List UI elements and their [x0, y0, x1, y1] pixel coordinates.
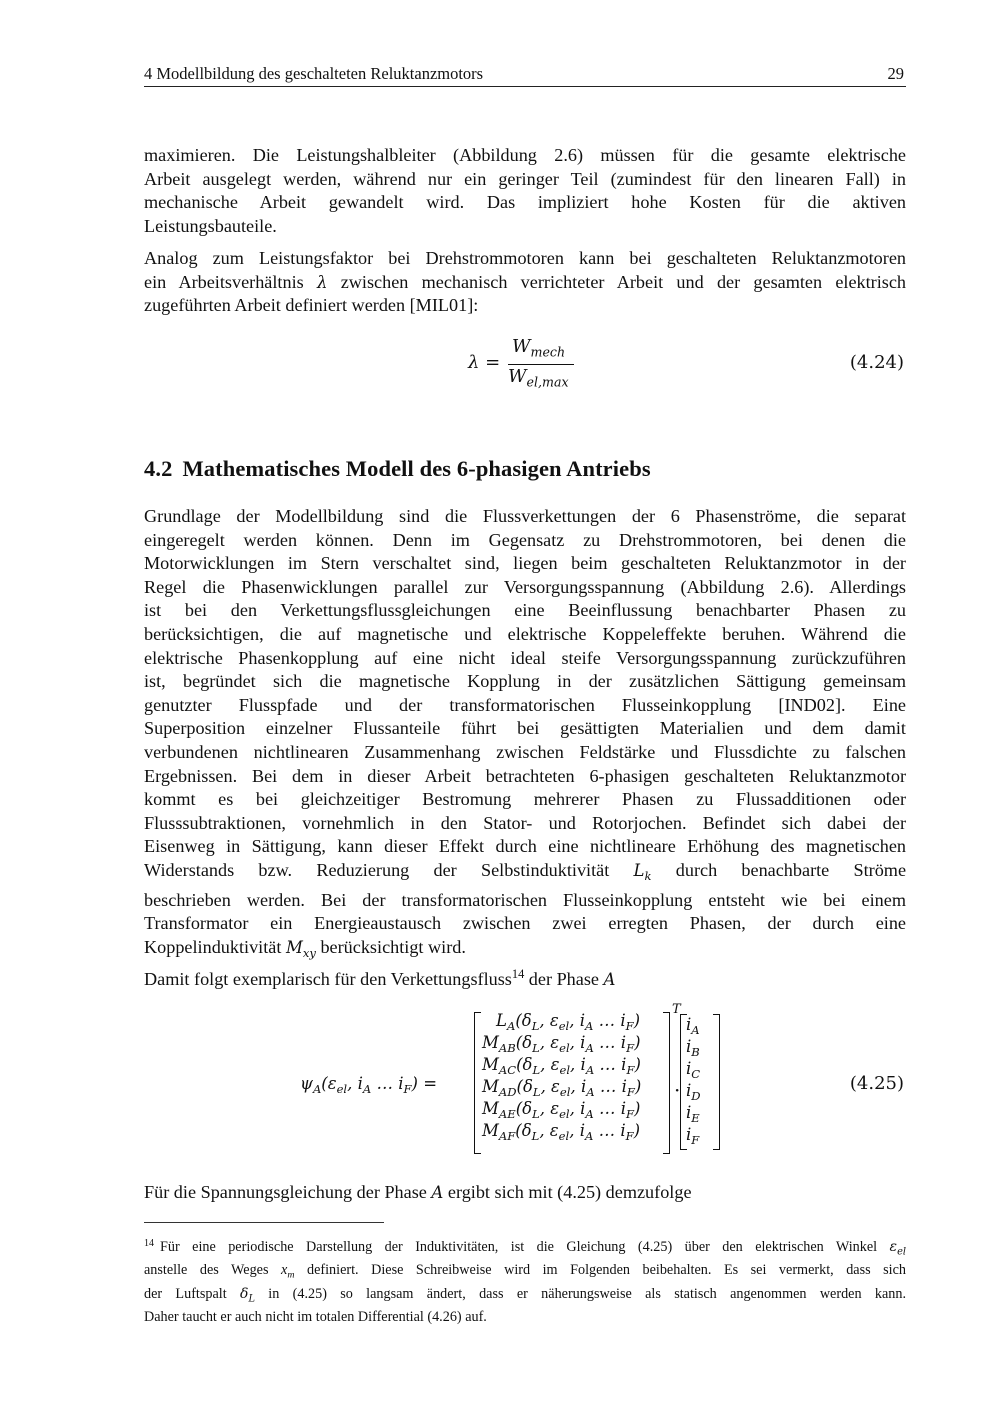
matrix-entry: $M_{AC}(\delta_L$, $\varepsilon_{el}$, $i_A$ … $i_F$) — [482, 1055, 641, 1078]
matrix-entry: $M_{AD}(\delta_L$, $\varepsilon_{el}$, $i_A$ … $i_F$) — [482, 1077, 642, 1100]
text-line: Widerstands bzw. Reduzierung der Selbstinduktivität $L_k$ durch benachbarte Ströme — [144, 859, 907, 883]
epsilon-symbol: $\varepsilon_{el}$ — [889, 1239, 906, 1258]
text-line: Daher taucht er auch nicht im totalen Differential (4.26) auf. — [144, 1309, 487, 1326]
text-line: Eisenweg in Sättigung, kann dieser Effekt durch eine nichtlineare Erhöhung des magnetischen — [144, 836, 906, 857]
matrix-entry: $L_A(\delta_L$, $\varepsilon_{el}$, $i_A$ … $i_F$) — [496, 1011, 641, 1034]
vector-entry: $i_D$ — [686, 1081, 701, 1104]
text-line: elektrische Phasenkopplung auf eine nicht ideal steife Versorgungsspannung zurückzuführen — [144, 647, 906, 668]
current-vector — [686, 1014, 718, 1146]
text-line: Motorwicklungen im Stern verschaltet sind, liegen beim geschalteten Reluktanzmotor in der — [144, 553, 906, 574]
text-line: ist, begründet sich die magnetische Kopplung in der zusätzlichen Sättigung gemeinsam — [144, 671, 906, 692]
transpose-mark: T — [672, 1002, 681, 1017]
coupling-inductance-symbol: $M_{xy}$ — [285, 937, 316, 960]
phase-symbol: A — [603, 969, 616, 989]
text-fragment: ein Arbeitsverhältnis — [144, 271, 304, 292]
paragraph-model — [144, 505, 906, 965]
footnote-separator — [144, 1222, 384, 1223]
equation-number: (4.25) — [849, 1073, 904, 1094]
text-line: Regel die Phasenwicklungen parallel zur Versorgungsspannung (Abbildung 2.6). Allerdings — [144, 576, 906, 597]
text-line: eingeregelt werden können. Denn im Gegensatz zu Drehstrommotoren, bei denen die — [144, 529, 906, 550]
equation-lhs: $\psi_A(\varepsilon_{el}$, $i_A$ … $i_F$) = — [300, 1074, 438, 1097]
text-line: Koppelinduktivität $M_{xy}$ berücksichtigt wird. — [144, 936, 466, 960]
text-line: anstelle des Weges $x_m$ definiert. Diese Schreibweise wird im Folgenden beibehalten. Es sei vermerkt, dass sich — [144, 1262, 906, 1281]
vector-entry: $i_E$ — [686, 1103, 700, 1126]
footnote — [144, 1234, 906, 1327]
paragraph-voltage — [144, 1181, 906, 1205]
text-line: verbundenen nichtlinearen Zusammenhang zwischen Feldstärke und Flussdichte zu falschen — [144, 741, 906, 762]
multiplication-dot: · — [674, 1078, 681, 1102]
paragraph-power-factor — [144, 247, 906, 318]
paragraph-flux-intro — [144, 963, 906, 991]
airgap-symbol: $\delta_L$ — [240, 1285, 255, 1305]
vector-entry: $i_C$ — [686, 1059, 701, 1082]
text-line: berücksichtigen, die auf magnetische und elektrische Koppeleffekte beruhen. Während die — [144, 623, 906, 644]
matrix-entry: $M_{AB}(\delta_L$, $\varepsilon_{el}$, $i_A$ … $i_F$) — [482, 1033, 641, 1056]
text-line: Grundlage der Modellbildung sind die Flussverkettungen der 6 Phasenströme, die separat — [144, 506, 906, 526]
text-line: der Luftspalt $\delta_L$ in (4.25) so langsam ändert, dass er näherungsweise als statisch angenommen werden kann. — [144, 1285, 907, 1305]
text-line: Arbeit ausgelegt werden, während nur ein geringer Teil (zumindest für den linearen Fall) in — [144, 168, 906, 189]
text-line: maximieren. Die Leistungshalbleiter (Abbildung 2.6) müssen für die gesamte elektrische — [144, 145, 906, 165]
vector-entry: $i_F$ — [686, 1125, 700, 1148]
right-bracket — [713, 1014, 720, 1150]
inductance-symbol: $L_k$ — [633, 860, 652, 883]
matrix-entry: $M_{AE}(\delta_L$, $\varepsilon_{el}$, $i_A$ … $i_F$) — [482, 1099, 641, 1122]
equation-lhs: λ = — [468, 352, 501, 373]
lambda-symbol: λ — [316, 272, 328, 292]
text-line: kommt es bei gleichzeitiger Bestromung mehrerer Phasen zu Flussadditionen oder — [144, 789, 906, 810]
text-line: beschrieben werden. Bei der transformatorischen Flusseinkopplung entsteht wie bei einem — [144, 889, 906, 910]
text-line: Analog zum Leistungsfaktor bei Drehstrommotoren kann bei geschalteten Reluktanzmotoren — [144, 248, 906, 268]
text-line: Transformator ein Energieaustausch zwischen zwei erregten Phasen, der durch eine — [144, 913, 906, 934]
text-line: Superposition einzelner Flussanteile führt bei gesättigten Materialien und dem damit — [144, 718, 906, 739]
page-number: 29 — [887, 64, 904, 83]
running-header — [144, 62, 906, 87]
paragraph-intro — [144, 144, 906, 238]
section-heading — [144, 456, 651, 482]
vector-entry: $i_A$ — [686, 1015, 700, 1038]
left-bracket — [474, 1012, 481, 1154]
footnote-reference[interactable]: 14 — [511, 967, 525, 981]
text-line: zugeführten Arbeit definiert werden [MIL01]: — [144, 295, 479, 316]
fraction-bar — [508, 364, 574, 365]
section-number: 4.2 — [144, 456, 173, 481]
vector-entry: $i_B$ — [686, 1037, 700, 1060]
footnote-mark: 14 — [144, 1238, 154, 1249]
equation-4-25 — [300, 1002, 740, 1160]
equation-number: (4.24) — [849, 352, 904, 373]
chapter-title: 4 Modellbildung des geschalteten Reluktanzmotors — [144, 64, 484, 83]
text-line: ist bei den Verkettungsflussgleichungen eine Beeinflussung benachbarter Phasen zu — [144, 600, 906, 621]
text-line — [144, 271, 906, 295]
position-symbol: $x_m$ — [281, 1262, 295, 1281]
text-line: $^{14}$ Für eine periodische Darstellung der Induktivitäten, ist die Gleichung (4.25) über den elektrischen Winkel $\varepsilon_{el}$ — [144, 1238, 906, 1258]
text-line: genutzter Flusspfade und der transformatorischen Flusseinkopplung [IND02]. Eine — [144, 694, 906, 715]
right-bracket — [663, 1012, 670, 1154]
text-fragment: zwischen mechanisch verrichteter Arbeit und der gesamten elektrisch — [340, 271, 907, 292]
phase-symbol: A — [431, 1183, 444, 1202]
fraction-denominator: $W_{el,max}$ — [508, 366, 569, 390]
text-line: Leistungsbauteile. — [144, 215, 277, 236]
matrix-entry: $M_{AF}(\delta_L$, $\varepsilon_{el}$, $i_A$ … $i_F$) — [482, 1121, 641, 1144]
text-line: mechanische Arbeit gewandelt wird. Das impliziert hohe Kosten für die aktiven — [144, 192, 906, 213]
text-line: Damit folgt exemplarisch für den Verkettungsfluss$^{14}$ der Phase A — [144, 967, 616, 989]
text-line: Für die Spannungsgleichung der Phase A ergibt sich mit (4.25) demzufolge — [144, 1182, 692, 1202]
text-line: Flusssubtraktionen, vornehmlich in den Stator- und Rotorjochen. Befindet sich dabei der — [144, 812, 906, 833]
text-line: Ergebnissen. Bei dem in dieser Arbeit betrachteten 6-phasigen geschalteten Reluktanzmotor — [144, 765, 906, 786]
inductance-matrix — [482, 1010, 660, 1142]
left-bracket — [680, 1014, 687, 1150]
fraction-numerator: $W_{mech}$ — [512, 336, 566, 360]
section-title: Mathematisches Modell des 6-phasigen Antriebs — [182, 456, 651, 481]
